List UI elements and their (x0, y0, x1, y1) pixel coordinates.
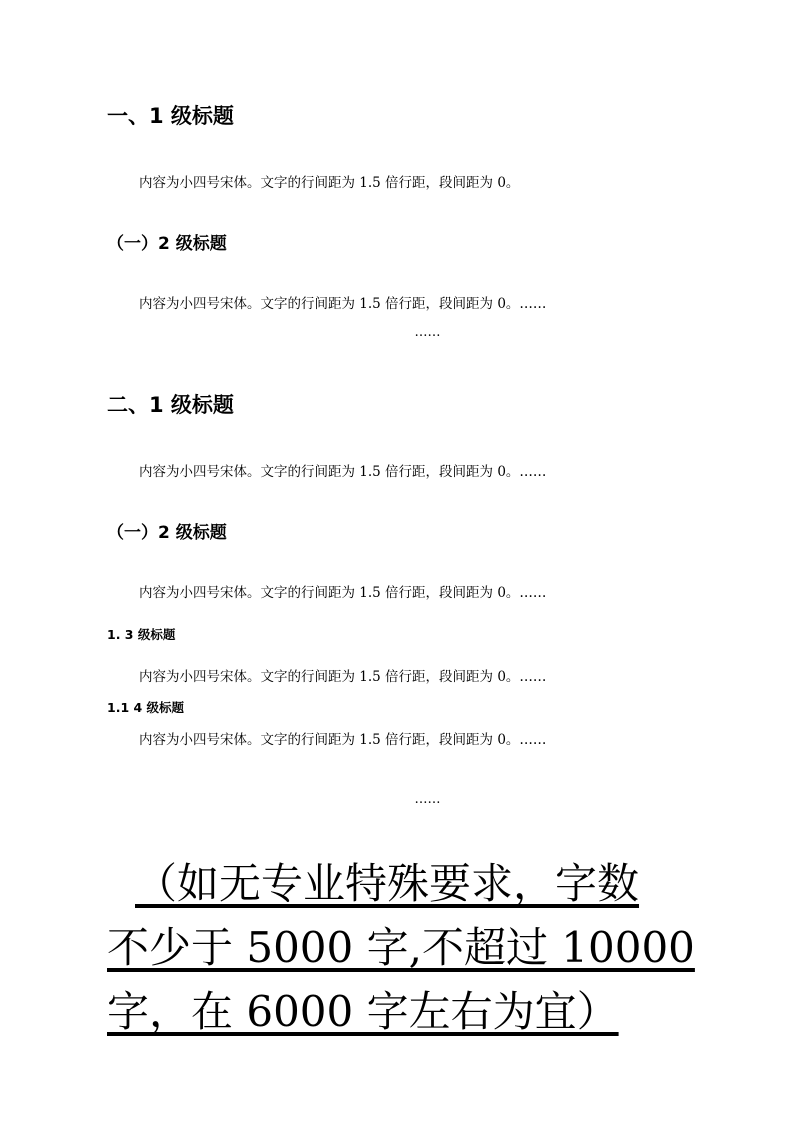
section-1-subheading: （一）2 级标题 (107, 234, 227, 254)
section-2-heading: 二、1 级标题 (107, 393, 234, 417)
word-count-note (107, 852, 727, 1044)
level-4-heading: 1.1 4 级标题 (107, 700, 185, 715)
section-1-heading: 一、1 级标题 (107, 104, 234, 128)
level-4-body: 内容为小四号宋体。文字的行间距为 1.5 倍行距，段间距为 0。…… (139, 732, 547, 748)
section-1-ellipsis: …… (414, 325, 441, 340)
section-2-subheading: （一）2 级标题 (107, 523, 227, 543)
level-3-heading: 1. 3 级标题 (107, 627, 176, 642)
word-count-note-line-1: （如无专业特殊要求，字数 (135, 859, 640, 908)
word-count-note-line-3: 字，在 6000 字左右为宜） (107, 987, 619, 1036)
section-1-body: 内容为小四号宋体。文字的行间距为 1.5 倍行距，段间距为 0。 (139, 175, 520, 191)
section-1-sub-body: 内容为小四号宋体。文字的行间距为 1.5 倍行距，段间距为 0。…… (139, 296, 547, 312)
section-2-sub-body: 内容为小四号宋体。文字的行间距为 1.5 倍行距，段间距为 0。…… (139, 585, 547, 601)
level-3-body: 内容为小四号宋体。文字的行间距为 1.5 倍行距，段间距为 0。…… (139, 669, 547, 685)
section-2-ellipsis: …… (414, 792, 441, 807)
section-2-body: 内容为小四号宋体。文字的行间距为 1.5 倍行距，段间距为 0。…… (139, 464, 547, 480)
word-count-note-line-2: 不少于 5000 字,不超过 10000 (107, 923, 695, 972)
